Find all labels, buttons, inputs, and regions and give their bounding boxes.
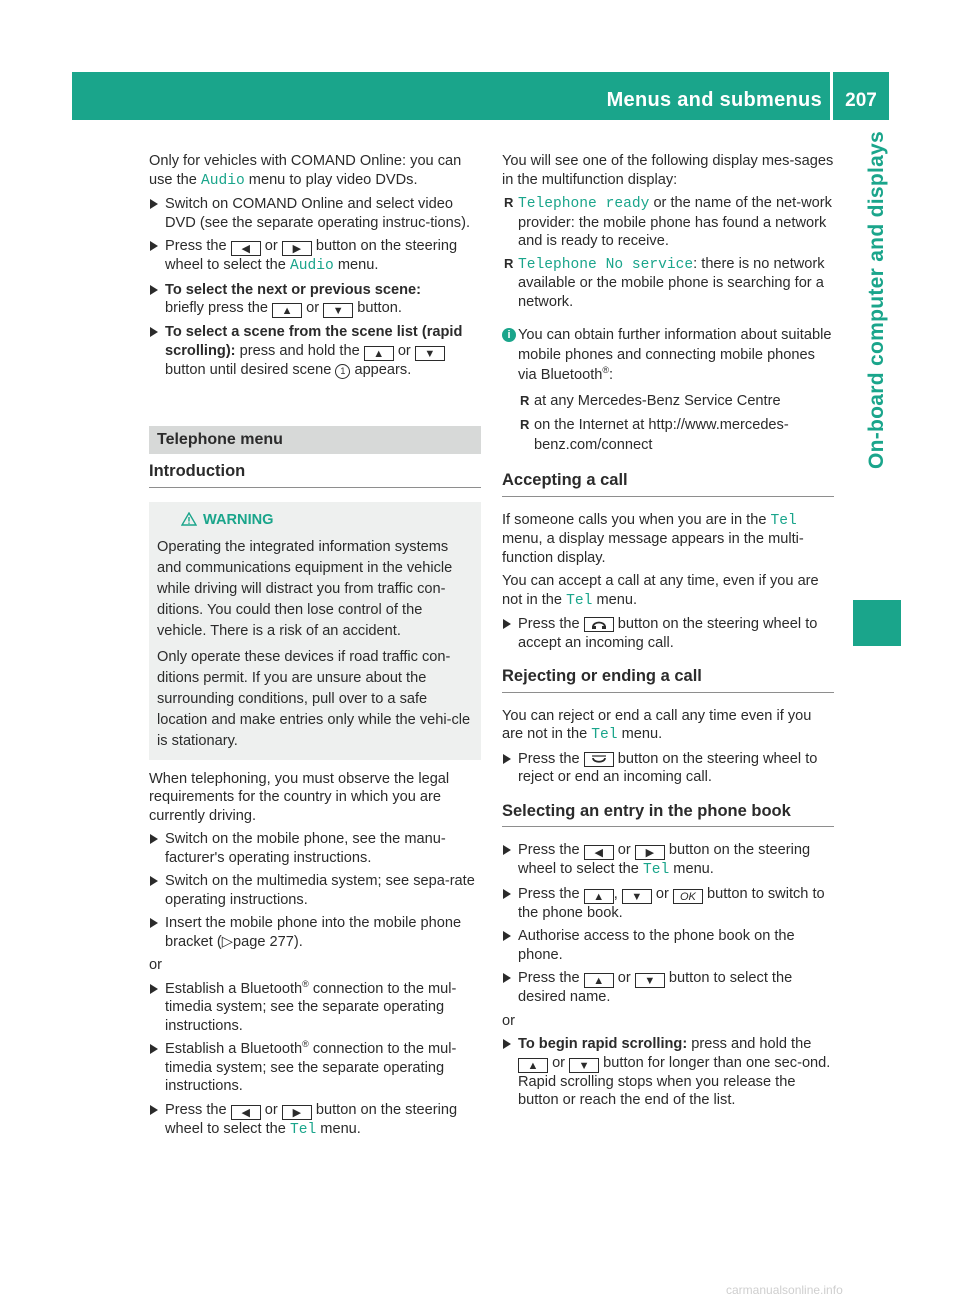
step-pb-select-name: Press the ▲ or ▼ button to select the desired name. bbox=[502, 969, 834, 1007]
accept-paragraph-1: If someone calls you when you are in the Tel menu, a display message appears in the multi-function display. bbox=[502, 511, 804, 566]
page-number: 207 bbox=[833, 72, 889, 120]
step-reject-call: Press the button on the steering wheel to reject or end an incoming call. bbox=[502, 750, 834, 787]
right-key-icon: ▶ bbox=[635, 845, 665, 860]
callout-1-icon: 1 bbox=[335, 364, 350, 379]
step-rapid-scrolling: To select a scene from the scene list (rapid scrolling): press and hold the ▲ or ▼ button until desired scene 1 appears. bbox=[149, 323, 481, 379]
step-switch-on-multimedia: Switch on the multimedia system; see sepa-rate operating instructions. bbox=[149, 872, 481, 909]
step-pb-rapid-scroll: To begin rapid scrolling: press and hold the ▲ or ▼ button for longer than one sec-ond. Rapid scrolling stops when you release the button or reach the end of the list. bbox=[502, 1035, 834, 1110]
step-next-previous-scene: To select the next or previous scene: briefly press the ▲ or ▼ button. bbox=[149, 281, 481, 319]
down-key-icon: ▼ bbox=[635, 973, 665, 988]
warning-paragraph-1: Operating the integrated information systems and communications equipment in the vehicle while driving will distract you from traffic con-ditions. You could then lose control of the vehicle. There is a risk of an accident. bbox=[157, 538, 453, 639]
warning-triangle-icon bbox=[181, 512, 197, 533]
bullet-telephone-ready: R Telephone ready or the name of the net-work provider: the mobile phone has found a network and is ready to receive. bbox=[502, 194, 834, 251]
right-column bbox=[502, 152, 834, 1115]
step-pb-open: Press the ▲ , ▼ or OK button to switch to the phone book. bbox=[502, 885, 834, 923]
left-key-icon: ◀ bbox=[584, 845, 614, 860]
menu-tel: Tel bbox=[642, 862, 670, 878]
watermark: carmanualsonline.info bbox=[726, 1283, 843, 1297]
step-bluetooth-1: Establish a Bluetooth® connection to the mul-timedia system; see the separate operating instructions. bbox=[149, 980, 481, 1036]
step-accept-call: Press the button on the steering wheel to accept an incoming call. bbox=[502, 615, 834, 652]
left-key-icon: ◀ bbox=[231, 1105, 261, 1120]
reject-paragraph: You can reject or end a call any time even if you are not in the Tel menu. bbox=[502, 707, 812, 743]
phone-hangup-icon bbox=[584, 752, 614, 767]
up-key-icon: ▲ bbox=[272, 303, 302, 318]
menu-tel: Tel bbox=[566, 592, 593, 609]
right-key-icon: ▶ bbox=[282, 1105, 312, 1120]
info-bullet-service-centre: R at any Mercedes-Benz Service Centre bbox=[518, 391, 834, 411]
menu-audio: Audio bbox=[289, 258, 334, 274]
info-icon: i bbox=[502, 328, 516, 342]
down-key-icon: ▼ bbox=[323, 303, 353, 318]
info-bullet-internet: R on the Internet at http://www.mercedes-benz.com/connect bbox=[518, 415, 834, 455]
page-ref-arrow-icon: ▷ bbox=[221, 933, 234, 950]
left-key-icon: ◀ bbox=[231, 241, 261, 256]
step-pb-authorise: Authorise access to the phone book on the phone. bbox=[502, 927, 834, 964]
up-key-icon: ▲ bbox=[518, 1058, 548, 1073]
menu-audio: Audio bbox=[200, 172, 245, 189]
display-intro: You will see one of the following display mes-sages in the multifunction display: bbox=[502, 153, 834, 188]
right-key-icon: ▶ bbox=[282, 241, 312, 256]
warning-box bbox=[149, 502, 481, 760]
left-column bbox=[149, 152, 481, 1144]
down-key-icon: ▼ bbox=[569, 1058, 599, 1073]
up-key-icon: ▲ bbox=[364, 346, 394, 361]
warning-paragraph-2: Only operate these devices if road traffic con-ditions permit. If you are unsure about the surrounding conditions, pull over to a safe location and make entries only while the vehi-cle is stationary. bbox=[157, 648, 471, 749]
step-insert-phone: Insert the mobile phone into the mobile phone bracket (▷page 277). bbox=[149, 914, 481, 951]
warning-title: WARNING bbox=[157, 510, 473, 533]
heading-phone-book: Selecting an entry in the phone book bbox=[502, 802, 834, 828]
menu-tel: Tel bbox=[770, 512, 797, 529]
header-title: Menus and submenus bbox=[606, 89, 822, 111]
heading-introduction: Introduction bbox=[149, 462, 481, 488]
down-key-icon: ▼ bbox=[415, 346, 445, 361]
side-tab-block bbox=[853, 600, 901, 646]
step-select-audio: Press the ◀ or ▶ button on the steering wheel to select the Audio menu. bbox=[149, 237, 481, 276]
info-block: i You can obtain further information about suitable mobile phones and connecting mobile phones via Bluetooth®: R at any Mercedes-Benz Service Centre R on the Internet at http://www.mercedes-benz.com/connect bbox=[502, 325, 834, 455]
menu-tel: Tel bbox=[591, 727, 618, 743]
or-separator: or bbox=[149, 957, 162, 973]
step-select-tel: Press the ◀ or ▶ button on the steering wheel to select the Tel menu. bbox=[149, 1101, 481, 1140]
up-key-icon: ▲ bbox=[584, 973, 614, 988]
accept-paragraph-2: You can accept a call at any time, even if you are not in the Tel menu. bbox=[502, 573, 819, 609]
step-pb-select-tel: Press the ◀ or ▶ button on the steering wheel to select the Tel menu. bbox=[502, 841, 834, 880]
section-telephone-menu: Telephone menu bbox=[149, 426, 481, 454]
side-tab-label: On-board computer and displays bbox=[865, 130, 888, 470]
menu-tel: Tel bbox=[289, 1121, 317, 1138]
heading-accepting-call: Accepting a call bbox=[502, 471, 834, 497]
step-bluetooth-2: Establish a Bluetooth® connection to the mul-timedia system; see the separate operating instructions. bbox=[149, 1040, 481, 1096]
heading-rejecting-call: Rejecting or ending a call bbox=[502, 667, 834, 693]
down-key-icon: ▼ bbox=[622, 889, 652, 904]
up-key-icon: ▲ bbox=[584, 889, 614, 904]
intro-paragraph: Only for vehicles with COMAND Online: you can use the Audio menu to play video DVDs. bbox=[149, 153, 462, 189]
step-switch-on-phone: Switch on the mobile phone, see the manu-facturer's operating instructions. bbox=[149, 830, 481, 867]
step-switch-on-comand: Switch on COMAND Online and select video DVD (see the separate operating instruc-tions). bbox=[149, 195, 481, 232]
phone-accept-icon bbox=[584, 617, 614, 632]
or-separator: or bbox=[502, 1012, 515, 1029]
bullet-no-service: R Telephone No service: there is no network available or the mobile phone is searching for a network. bbox=[502, 255, 834, 312]
ok-key-icon: OK bbox=[673, 889, 703, 904]
legal-paragraph: When telephoning, you must observe the legal requirements for the country in which you are currently driving. bbox=[149, 770, 450, 824]
